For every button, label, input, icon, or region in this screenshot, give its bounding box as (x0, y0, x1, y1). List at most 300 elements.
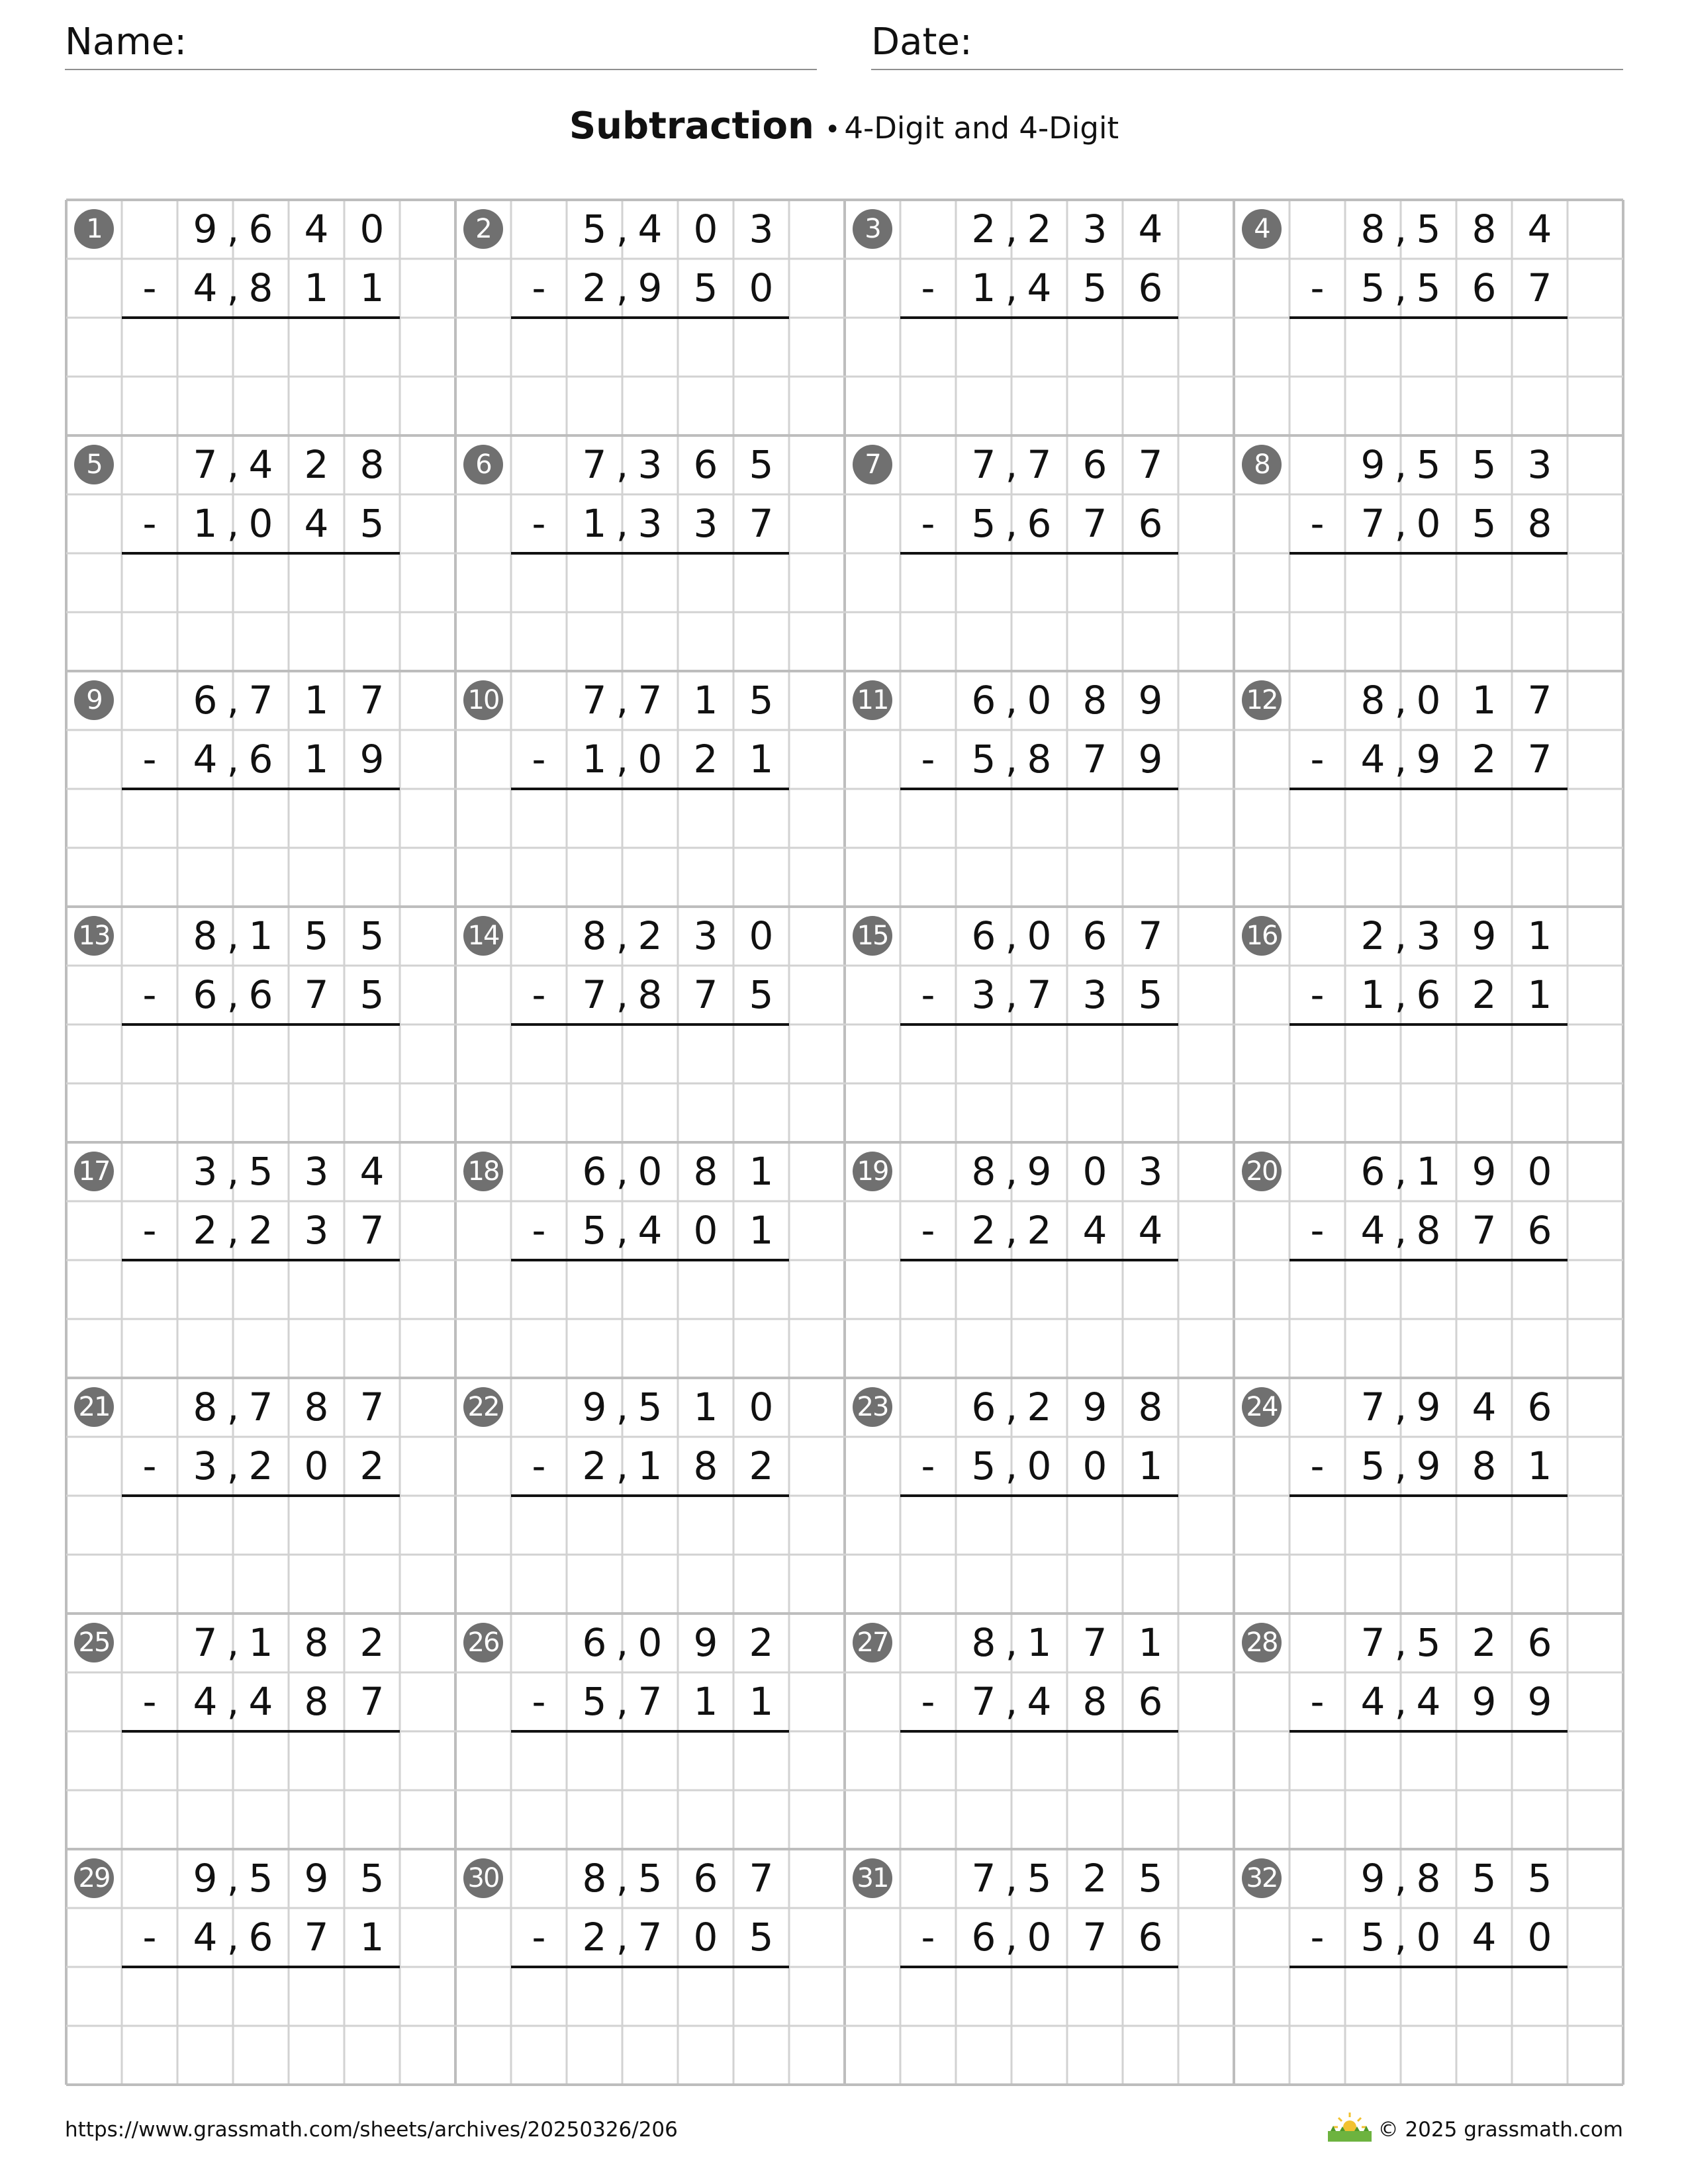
minuend-digit: 4 (248, 442, 273, 487)
minuend-digit: 4 (359, 1149, 385, 1194)
title-main: Subtraction (569, 105, 814, 148)
minuend-digit: 8 (1360, 678, 1385, 723)
minuend-digit: 5 (749, 442, 774, 487)
answer-area[interactable] (900, 1024, 1178, 1083)
subtrahend-digit: 5 (1082, 265, 1107, 310)
minuend-digit: 9 (582, 1385, 607, 1430)
subtrahend-digit: 8 (1416, 1208, 1441, 1253)
minuend-digit: 6 (193, 678, 218, 723)
subtrahend-digit: 8 (1082, 1679, 1107, 1724)
minuend-digit: 6 (582, 1620, 607, 1665)
subtrahend-digit: 8 (1472, 1443, 1497, 1488)
subtrahend-digit: 4 (1360, 1208, 1385, 1253)
minuend-digit: 9 (1027, 1149, 1052, 1194)
answer-area[interactable] (900, 1260, 1178, 1319)
answer-area[interactable] (511, 1731, 789, 1790)
thousands-comma: , (1394, 678, 1407, 723)
subtrahend-digit: 7 (1082, 737, 1107, 782)
subtrahend-digit: 1 (304, 737, 329, 782)
thousands-comma: , (226, 1856, 240, 1901)
minuend-digit: 6 (693, 1856, 718, 1901)
subtrahend-digit: 7 (637, 1679, 663, 1724)
minuend-digit: 6 (971, 913, 996, 958)
subtrahend-digit: 0 (637, 737, 663, 782)
minus-sign: - (1310, 972, 1325, 1017)
subtrahend-digit: 5 (359, 972, 385, 1017)
minuend-digit: 7 (248, 1385, 273, 1430)
subtrahend-digit: 2 (693, 737, 718, 782)
answer-area[interactable] (122, 318, 400, 377)
minuend-digit: 7 (359, 1385, 385, 1430)
answer-area[interactable] (122, 1260, 400, 1319)
minuend-digit: 5 (582, 206, 607, 251)
answer-area[interactable] (900, 553, 1178, 612)
subtrahend-digit: 6 (971, 1915, 996, 1960)
answer-area[interactable] (511, 1496, 789, 1555)
answer-area[interactable] (1289, 789, 1568, 848)
thousands-comma: , (616, 1620, 629, 1665)
subtrahend-digit: 7 (1082, 501, 1107, 546)
subtrahend-digit: 6 (248, 737, 273, 782)
subtrahend-digit: 4 (1027, 265, 1052, 310)
minus-sign: - (921, 1443, 935, 1488)
problem-number-badge: 18 (463, 1152, 503, 1191)
thousands-comma: , (1394, 1385, 1407, 1430)
problem-number-badge: 30 (463, 1858, 503, 1898)
grass-sun-logo-icon (1327, 2110, 1373, 2143)
minuend-digit: 9 (304, 1856, 329, 1901)
subtrahend-digit: 9 (1472, 1679, 1497, 1724)
thousands-comma: , (226, 1443, 240, 1488)
subtrahend-digit: 1 (637, 1443, 663, 1488)
answer-area[interactable] (511, 553, 789, 612)
minuend-digit: 8 (1360, 206, 1385, 251)
problem-number-badge: 1 (74, 209, 114, 249)
problem-number-badge: 16 (1242, 916, 1282, 956)
subtrahend-digit: 4 (637, 1208, 663, 1253)
answer-area[interactable] (900, 1496, 1178, 1555)
subtrahend-digit: 5 (693, 265, 718, 310)
minuend-digit: 2 (971, 206, 996, 251)
answer-area[interactable] (511, 1024, 789, 1083)
minuend-digit: 3 (193, 1149, 218, 1194)
minuend-digit: 2 (749, 1620, 774, 1665)
minuend-digit: 1 (248, 1620, 273, 1665)
subtrahend-digit: 9 (1527, 1679, 1552, 1724)
minus-sign: - (921, 972, 935, 1017)
minus-sign: - (1310, 265, 1325, 310)
thousands-comma: , (1005, 206, 1018, 251)
answer-area[interactable] (122, 1967, 400, 2026)
problem-number-badge: 14 (463, 916, 503, 956)
thousands-comma: , (1005, 265, 1018, 310)
minuend-digit: 8 (693, 1149, 718, 1194)
minus-sign: - (532, 1208, 546, 1253)
subtrahend-digit: 1 (1527, 972, 1552, 1017)
minuend-digit: 2 (1082, 1856, 1107, 1901)
thousands-comma: , (616, 1443, 629, 1488)
answer-area[interactable] (511, 1967, 789, 2026)
answer-area[interactable] (1289, 553, 1568, 612)
subtrahend-digit: 2 (749, 1443, 774, 1488)
subtrahend-digit: 2 (193, 1208, 218, 1253)
subtrahend-digit: 9 (359, 737, 385, 782)
subtrahend-digit: 4 (1138, 1208, 1163, 1253)
title-bullet: • (824, 114, 841, 145)
problem-number-badge: 15 (853, 916, 892, 956)
thousands-comma: , (1005, 1856, 1018, 1901)
minuend-digit: 5 (248, 1149, 273, 1194)
minuend-digit: 6 (248, 206, 273, 251)
answer-area[interactable] (900, 789, 1178, 848)
minuend-digit: 9 (1416, 1385, 1441, 1430)
subtrahend-digit: 1 (582, 737, 607, 782)
subtrahend-digit: 0 (1027, 1915, 1052, 1960)
minuend-digit: 7 (193, 1620, 218, 1665)
subtrahend-digit: 2 (359, 1443, 385, 1488)
minus-sign: - (142, 1208, 157, 1253)
minuend-digit: 0 (1027, 678, 1052, 723)
minuend-digit: 7 (582, 442, 607, 487)
minuend-digit: 6 (1527, 1620, 1552, 1665)
minuend-digit: 0 (1027, 913, 1052, 958)
minuend-digit: 3 (1138, 1149, 1163, 1194)
subtrahend-digit: 1 (971, 265, 996, 310)
thousands-comma: , (226, 1679, 240, 1724)
answer-area[interactable] (1289, 1731, 1568, 1790)
subtrahend-digit: 8 (637, 972, 663, 1017)
subtrahend-digit: 7 (637, 1915, 663, 1960)
subtrahend-digit: 6 (1138, 501, 1163, 546)
subtrahend-digit: 4 (1416, 1679, 1441, 1724)
subtrahend-digit: 7 (749, 501, 774, 546)
minuend-digit: 1 (248, 913, 273, 958)
minuend-digit: 3 (749, 206, 774, 251)
problem-number-badge: 8 (1242, 445, 1282, 484)
minuend-digit: 9 (1360, 442, 1385, 487)
problem-number-badge: 27 (853, 1623, 892, 1662)
minuend-digit: 7 (971, 442, 996, 487)
thousands-comma: , (616, 1385, 629, 1430)
minuend-digit: 0 (693, 206, 718, 251)
minuend-digit: 1 (1416, 1149, 1441, 1194)
problem-number-badge: 11 (853, 680, 892, 720)
minuend-digit: 6 (1082, 913, 1107, 958)
subtrahend-digit: 5 (582, 1679, 607, 1724)
subtrahend-digit: 6 (1027, 501, 1052, 546)
minuend-digit: 7 (637, 678, 663, 723)
thousands-comma: , (226, 678, 240, 723)
problem-number-badge: 22 (463, 1387, 503, 1427)
thousands-comma: , (1394, 1679, 1407, 1724)
subtrahend-digit: 0 (1082, 1443, 1107, 1488)
problem-number-badge: 31 (853, 1858, 892, 1898)
minuend-digit: 5 (1027, 1856, 1052, 1901)
minuend-digit: 0 (1527, 1149, 1552, 1194)
answer-area[interactable] (900, 1731, 1178, 1790)
subtrahend-digit: 6 (1472, 265, 1497, 310)
answer-area[interactable] (122, 553, 400, 612)
minuend-digit: 7 (193, 442, 218, 487)
thousands-comma: , (616, 913, 629, 958)
problem-number-badge: 26 (463, 1623, 503, 1662)
minuend-digit: 7 (1027, 442, 1052, 487)
minuend-digit: 5 (359, 1856, 385, 1901)
thousands-comma: , (1394, 1856, 1407, 1901)
subtrahend-digit: 6 (193, 972, 218, 1017)
problem-number-badge: 17 (74, 1152, 114, 1191)
minuend-digit: 7 (1360, 1620, 1385, 1665)
minuend-digit: 7 (1360, 1385, 1385, 1430)
minuend-digit: 3 (1416, 913, 1441, 958)
subtrahend-digit: 7 (1527, 737, 1552, 782)
subtrahend-digit: 7 (582, 972, 607, 1017)
minuend-digit: 8 (193, 1385, 218, 1430)
minuend-digit: 0 (749, 1385, 774, 1430)
minuend-digit: 5 (1472, 1856, 1497, 1901)
minus-sign: - (921, 501, 935, 546)
subtrahend-digit: 3 (1082, 972, 1107, 1017)
problem-number-badge: 29 (74, 1858, 114, 1898)
minuend-digit: 7 (248, 678, 273, 723)
minuend-digit: 8 (971, 1149, 996, 1194)
minuend-digit: 1 (1027, 1620, 1052, 1665)
problem-number-badge: 13 (74, 916, 114, 956)
answer-area[interactable] (1289, 1260, 1568, 1319)
minus-sign: - (1310, 1208, 1325, 1253)
minuend-digit: 2 (1027, 206, 1052, 251)
subtrahend-digit: 0 (693, 1915, 718, 1960)
minuend-digit: 6 (693, 442, 718, 487)
answer-area[interactable] (511, 1260, 789, 1319)
thousands-comma: , (226, 1620, 240, 1665)
subtrahend-digit: 4 (193, 737, 218, 782)
thousands-comma: , (616, 1856, 629, 1901)
subtrahend-digit: 0 (693, 1208, 718, 1253)
minuend-digit: 3 (304, 1149, 329, 1194)
thousands-comma: , (226, 265, 240, 310)
minuend-digit: 6 (971, 678, 996, 723)
minuend-digit: 2 (1027, 1385, 1052, 1430)
minus-sign: - (1310, 501, 1325, 546)
subtrahend-digit: 3 (193, 1443, 218, 1488)
minus-sign: - (921, 1679, 935, 1724)
thousands-comma: , (1005, 1679, 1018, 1724)
subtrahend-digit: 5 (359, 501, 385, 546)
thousands-comma: , (226, 1385, 240, 1430)
minuend-digit: 6 (1360, 1149, 1385, 1194)
subtrahend-digit: 7 (359, 1208, 385, 1253)
thousands-comma: , (226, 206, 240, 251)
minuend-digit: 4 (1527, 206, 1552, 251)
problem-number-badge: 20 (1242, 1152, 1282, 1191)
subtrahend-digit: 2 (1472, 972, 1497, 1017)
answer-area[interactable] (900, 318, 1178, 377)
subtrahend-digit: 5 (749, 972, 774, 1017)
minus-sign: - (921, 265, 935, 310)
minus-sign: - (1310, 737, 1325, 782)
subtrahend-digit: 0 (248, 501, 273, 546)
problem-number-badge: 5 (74, 445, 114, 484)
minuend-digit: 2 (637, 913, 663, 958)
subtrahend-digit: 7 (304, 972, 329, 1017)
minuend-digit: 0 (1416, 678, 1441, 723)
minuend-digit: 6 (1082, 442, 1107, 487)
subtrahend-digit: 7 (1472, 1208, 1497, 1253)
subtrahend-digit: 5 (971, 737, 996, 782)
subtrahend-digit: 6 (1416, 972, 1441, 1017)
problem-number-badge: 4 (1242, 209, 1282, 249)
minuend-digit: 0 (637, 1620, 663, 1665)
footer-copyright: © 2025 grassmath.com (1378, 2118, 1623, 2142)
minus-sign: - (1310, 1443, 1325, 1488)
thousands-comma: , (226, 1915, 240, 1960)
minus-sign: - (142, 265, 157, 310)
subtrahend-digit: 7 (1082, 1915, 1107, 1960)
subtrahend-digit: 1 (1138, 1443, 1163, 1488)
thousands-comma: , (616, 678, 629, 723)
subtrahend-digit: 7 (1027, 972, 1052, 1017)
minuend-digit: 1 (1472, 678, 1497, 723)
minuend-digit: 9 (1360, 1856, 1385, 1901)
subtrahend-digit: 9 (1416, 1443, 1441, 1488)
problem-number-badge: 32 (1242, 1858, 1282, 1898)
title-subtitle: 4-Digit and 4-Digit (844, 111, 1119, 146)
subtrahend-digit: 0 (1027, 1443, 1052, 1488)
minuend-digit: 1 (749, 1149, 774, 1194)
answer-area[interactable] (511, 318, 789, 377)
minus-sign: - (532, 1915, 546, 1960)
thousands-comma: , (1394, 1443, 1407, 1488)
minuend-digit: 8 (582, 1856, 607, 1901)
thousands-comma: , (1005, 1443, 1018, 1488)
subtrahend-digit: 0 (1527, 1915, 1552, 1960)
problem-number-badge: 23 (853, 1387, 892, 1427)
minuend-digit: 7 (359, 678, 385, 723)
answer-area[interactable] (122, 1024, 400, 1083)
thousands-comma: , (616, 1679, 629, 1724)
problem-number-badge: 2 (463, 209, 503, 249)
answer-area[interactable] (1289, 1496, 1568, 1555)
minuend-digit: 7 (749, 1856, 774, 1901)
subtrahend-digit: 2 (1472, 737, 1497, 782)
subtrahend-digit: 0 (304, 1443, 329, 1488)
thousands-comma: , (616, 265, 629, 310)
subtrahend-digit: 8 (304, 1679, 329, 1724)
thousands-comma: , (1394, 913, 1407, 958)
thousands-comma: , (616, 737, 629, 782)
minuend-digit: 5 (1472, 442, 1497, 487)
thousands-comma: , (616, 501, 629, 546)
minuend-digit: 5 (637, 1856, 663, 1901)
thousands-comma: , (1005, 737, 1018, 782)
subtrahend-digit: 1 (359, 265, 385, 310)
minuend-digit: 3 (1527, 442, 1552, 487)
thousands-comma: , (1394, 1149, 1407, 1194)
problem-number-badge: 28 (1242, 1623, 1282, 1662)
minus-sign: - (532, 1679, 546, 1724)
thousands-comma: , (226, 501, 240, 546)
minuend-digit: 9 (1472, 1149, 1497, 1194)
subtrahend-digit: 6 (248, 972, 273, 1017)
answer-area[interactable] (900, 1967, 1178, 2026)
subtrahend-digit: 3 (637, 501, 663, 546)
minuend-digit: 5 (304, 913, 329, 958)
thousands-comma: , (616, 206, 629, 251)
minuend-digit: 8 (1082, 678, 1107, 723)
problem-number-badge: 10 (463, 680, 503, 720)
thousands-comma: , (1005, 1149, 1018, 1194)
minuend-digit: 4 (1138, 206, 1163, 251)
minuend-digit: 7 (582, 678, 607, 723)
answer-area[interactable] (1289, 1967, 1568, 2026)
minuend-digit: 9 (1138, 678, 1163, 723)
minuend-digit: 8 (304, 1385, 329, 1430)
answer-area[interactable] (511, 789, 789, 848)
minuend-digit: 9 (1082, 1385, 1107, 1430)
minuend-digit: 9 (693, 1620, 718, 1665)
minuend-digit: 8 (1416, 1856, 1441, 1901)
subtrahend-digit: 5 (1138, 972, 1163, 1017)
minuend-digit: 8 (582, 913, 607, 958)
subtrahend-digit: 7 (971, 1679, 996, 1724)
minuend-digit: 5 (637, 1385, 663, 1430)
subtrahend-digit: 4 (1027, 1679, 1052, 1724)
thousands-comma: , (226, 972, 240, 1017)
thousands-comma: , (616, 1149, 629, 1194)
footer-url: https://www.grassmath.com/sheets/archives/20250326/206 (65, 2118, 678, 2142)
answer-area[interactable] (1289, 318, 1568, 377)
minus-sign: - (532, 501, 546, 546)
minuend-digit: 3 (637, 442, 663, 487)
subtrahend-digit: 0 (749, 265, 774, 310)
subtrahend-digit: 5 (749, 1915, 774, 1960)
minuend-digit: 8 (359, 442, 385, 487)
subtrahend-digit: 1 (749, 1208, 774, 1253)
answer-area[interactable] (1289, 1024, 1568, 1083)
problem-number-badge: 6 (463, 445, 503, 484)
minuend-digit: 1 (693, 1385, 718, 1430)
thousands-comma: , (226, 913, 240, 958)
subtrahend-digit: 6 (1138, 1679, 1163, 1724)
minuend-digit: 8 (304, 1620, 329, 1665)
answer-area[interactable] (122, 789, 400, 848)
minuend-digit: 8 (1472, 206, 1497, 251)
subtrahend-digit: 6 (1138, 265, 1163, 310)
minuend-digit: 6 (971, 1385, 996, 1430)
minus-sign: - (142, 1915, 157, 1960)
thousands-comma: , (1394, 1208, 1407, 1253)
thousands-comma: , (1394, 1915, 1407, 1960)
minuend-digit: 1 (1527, 913, 1552, 958)
minus-sign: - (532, 1443, 546, 1488)
subtrahend-digit: 1 (582, 501, 607, 546)
minus-sign: - (142, 1679, 157, 1724)
subtrahend-digit: 2 (582, 1443, 607, 1488)
thousands-comma: , (1005, 678, 1018, 723)
thousands-comma: , (1394, 206, 1407, 251)
answer-area[interactable] (122, 1496, 400, 1555)
subtrahend-digit: 1 (1527, 1443, 1552, 1488)
minuend-digit: 1 (693, 678, 718, 723)
subtrahend-digit: 5 (1416, 265, 1441, 310)
minuend-digit: 2 (304, 442, 329, 487)
answer-area[interactable] (122, 1731, 400, 1790)
thousands-comma: , (616, 1208, 629, 1253)
minuend-digit: 5 (1416, 206, 1441, 251)
date-label: Date: (871, 21, 972, 64)
minuend-digit: 1 (304, 678, 329, 723)
